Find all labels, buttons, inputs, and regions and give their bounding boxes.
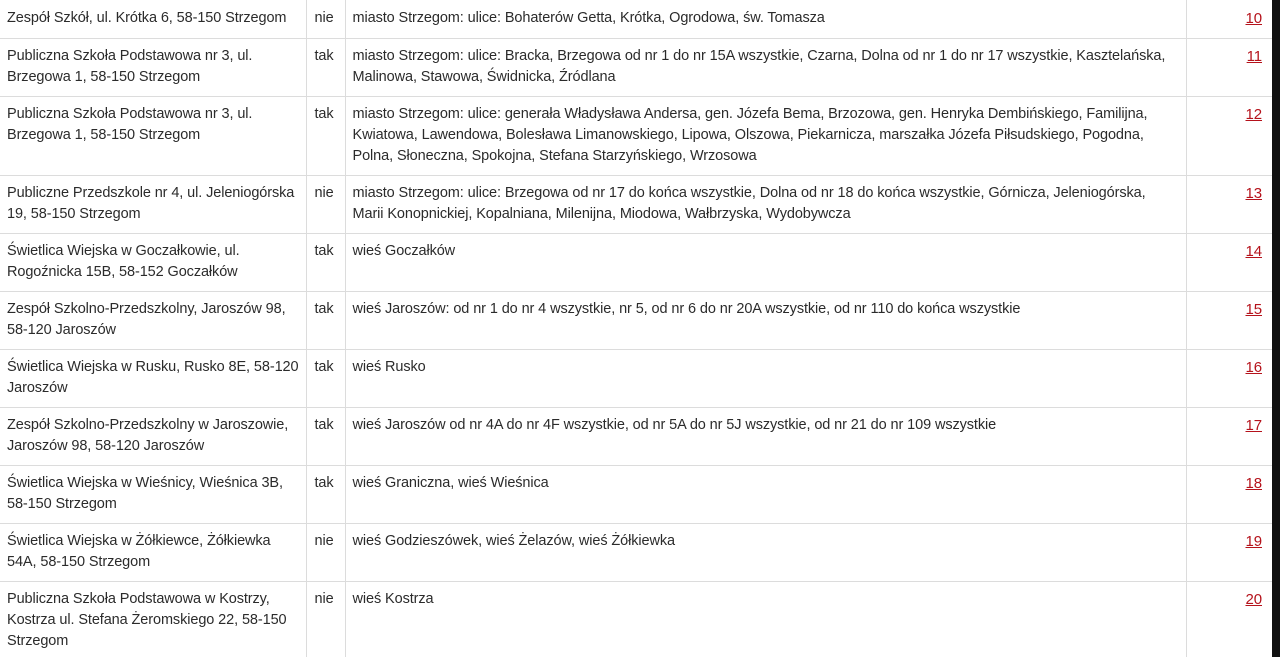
district-area-cell: wieś Jaroszów: od nr 1 do nr 4 wszystkie, nr 5, od nr 6 do nr 20A wszystkie, od nr 110 do końca wszystkie bbox=[345, 292, 1186, 350]
polling-place-cell: Zespół Szkół, ul. Krótka 6, 58-150 Strzegom bbox=[0, 0, 306, 39]
district-number-link[interactable]: 18 bbox=[1245, 475, 1262, 492]
district-number-link[interactable]: 14 bbox=[1245, 243, 1262, 260]
accessibility-cell: tak bbox=[306, 97, 345, 176]
accessibility-cell: tak bbox=[306, 350, 345, 408]
district-number-link[interactable]: 13 bbox=[1245, 185, 1262, 202]
district-number-cell bbox=[1186, 408, 1272, 466]
district-number-cell bbox=[1186, 524, 1272, 582]
district-number-link[interactable]: 12 bbox=[1245, 106, 1262, 123]
district-area-cell: wieś Kostrza bbox=[345, 582, 1186, 657]
table-row bbox=[0, 408, 1272, 466]
table-row bbox=[0, 234, 1272, 292]
accessibility-cell: nie bbox=[306, 0, 345, 39]
polling-place-cell: Zespół Szkolno-Przedszkolny w Jaroszowie, Jaroszów 98, 58-120 Jaroszów bbox=[0, 408, 306, 466]
scrollbar-edge[interactable] bbox=[1272, 0, 1280, 657]
district-number-cell bbox=[1186, 292, 1272, 350]
table-row bbox=[0, 350, 1272, 408]
polling-place-cell: Świetlica Wiejska w Rusku, Rusko 8E, 58-120 Jaroszów bbox=[0, 350, 306, 408]
district-area-cell: miasto Strzegom: ulice: generała Władysława Andersa, gen. Józefa Bema, Brzozowa, gen. Henryka Dembińskiego, Familijna, Kwiatowa, Lawendowa, Bolesława Limanowskiego, Lipowa, Olszowa, Piekarnicza, marszałka Józefa Piłsudskiego, Pogodna, Polna, Słoneczna, Spokojna, Stefana Starzyńskiego, Wrzosowa bbox=[345, 97, 1186, 176]
table-row bbox=[0, 39, 1272, 97]
accessibility-cell: tak bbox=[306, 39, 345, 97]
polling-place-cell: Publiczna Szkoła Podstawowa w Kostrzy, Kostrza ul. Stefana Żeromskiego 22, 58-150 Strzegom bbox=[0, 582, 306, 657]
district-number-cell bbox=[1186, 234, 1272, 292]
table-row bbox=[0, 292, 1272, 350]
district-number-link[interactable]: 19 bbox=[1245, 533, 1262, 550]
district-number-link[interactable]: 17 bbox=[1245, 417, 1262, 434]
district-area-cell: wieś Godzieszówek, wieś Żelazów, wieś Żółkiewka bbox=[345, 524, 1186, 582]
table-row bbox=[0, 97, 1272, 176]
district-number-cell bbox=[1186, 176, 1272, 234]
accessibility-cell: nie bbox=[306, 582, 345, 657]
district-number-cell bbox=[1186, 39, 1272, 97]
district-number-cell bbox=[1186, 466, 1272, 524]
district-number-link[interactable]: 11 bbox=[1246, 48, 1262, 65]
accessibility-cell: tak bbox=[306, 234, 345, 292]
table-row bbox=[0, 524, 1272, 582]
district-number-cell bbox=[1186, 582, 1272, 657]
district-area-cell: wieś Graniczna, wieś Wieśnica bbox=[345, 466, 1186, 524]
accessibility-cell: tak bbox=[306, 466, 345, 524]
accessibility-cell: tak bbox=[306, 292, 345, 350]
district-number-link[interactable]: 10 bbox=[1245, 10, 1262, 27]
district-number-link[interactable]: 15 bbox=[1245, 301, 1262, 318]
table-row bbox=[0, 0, 1272, 39]
accessibility-cell: nie bbox=[306, 524, 345, 582]
accessibility-cell: nie bbox=[306, 176, 345, 234]
polling-place-cell: Publiczna Szkoła Podstawowa nr 3, ul. Brzegowa 1, 58-150 Strzegom bbox=[0, 39, 306, 97]
accessibility-cell: tak bbox=[306, 408, 345, 466]
district-area-cell: miasto Strzegom: ulice: Bohaterów Getta, Krótka, Ogrodowa, św. Tomasza bbox=[345, 0, 1186, 39]
district-area-cell: wieś Jaroszów od nr 4A do nr 4F wszystkie, od nr 5A do nr 5J wszystkie, od nr 21 do nr 109 wszystkie bbox=[345, 408, 1186, 466]
table-row bbox=[0, 582, 1272, 657]
table-row bbox=[0, 466, 1272, 524]
district-number-cell bbox=[1186, 97, 1272, 176]
district-area-cell: miasto Strzegom: ulice: Brzegowa od nr 17 do końca wszystkie, Dolna od nr 18 do końca wszystkie, Górnicza, Jeleniogórska, Marii Konopnickiej, Kopalniana, Milenijna, Miodowa, Wałbrzyska, Wydobywcza bbox=[345, 176, 1186, 234]
district-number-cell bbox=[1186, 0, 1272, 39]
polling-place-cell: Świetlica Wiejska w Wieśnicy, Wieśnica 3B, 58-150 Strzegom bbox=[0, 466, 306, 524]
district-area-cell: wieś Goczałków bbox=[345, 234, 1186, 292]
district-number-link[interactable]: 16 bbox=[1245, 359, 1262, 376]
district-area-cell: miasto Strzegom: ulice: Bracka, Brzegowa od nr 1 do nr 15A wszystkie, Czarna, Dolna od nr 1 do nr 17 wszystkie, Kasztelańska, Malinowa, Stawowa, Świdnicka, Źródlana bbox=[345, 39, 1186, 97]
polling-place-cell: Świetlica Wiejska w Żółkiewce, Żółkiewka 54A, 58-150 Strzegom bbox=[0, 524, 306, 582]
polling-place-cell: Świetlica Wiejska w Goczałkowie, ul. Rogoźnicka 15B, 58-152 Goczałków bbox=[0, 234, 306, 292]
district-area-cell: wieś Rusko bbox=[345, 350, 1186, 408]
table-row bbox=[0, 176, 1272, 234]
polling-place-cell: Publiczne Przedszkole nr 4, ul. Jeleniogórska 19, 58-150 Strzegom bbox=[0, 176, 306, 234]
polling-place-cell: Publiczna Szkoła Podstawowa nr 3, ul. Brzegowa 1, 58-150 Strzegom bbox=[0, 97, 306, 176]
polling-place-cell: Zespół Szkolno-Przedszkolny, Jaroszów 98, 58-120 Jaroszów bbox=[0, 292, 306, 350]
district-number-cell bbox=[1186, 350, 1272, 408]
district-number-link[interactable]: 20 bbox=[1245, 591, 1262, 608]
